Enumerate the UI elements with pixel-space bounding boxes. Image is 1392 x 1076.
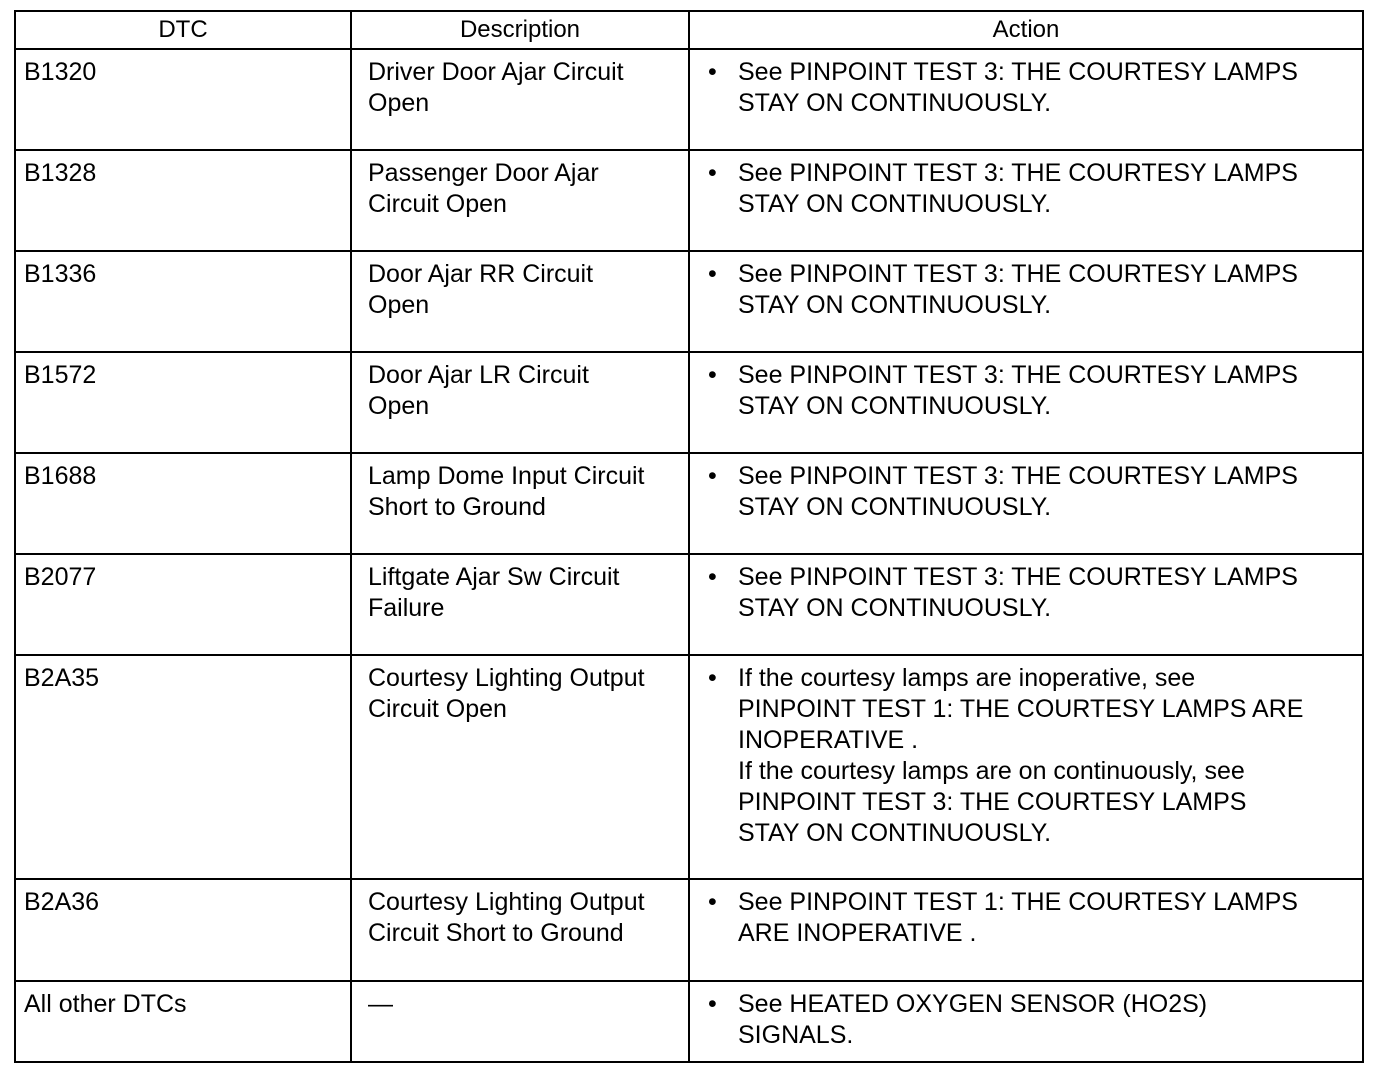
dtc-code: B2A35 [15, 655, 351, 879]
action-line: PINPOINT TEST 3: THE COURTESY LAMPS [738, 788, 1247, 816]
description-line: Lamp Dome Input Circuit [368, 462, 645, 490]
dtc-description [351, 981, 689, 1062]
dtc-description [351, 352, 689, 453]
action-line: • See PINPOINT TEST 1: THE COURTESY LAMPS [738, 888, 1298, 916]
table-row [15, 251, 1363, 352]
action-line: • See PINPOINT TEST 3: THE COURTESY LAMPS [738, 260, 1298, 288]
description-line: Circuit Open [368, 695, 507, 723]
action-line: • See PINPOINT TEST 3: THE COURTESY LAMPS [738, 58, 1298, 86]
action-line: STAY ON CONTINUOUSLY. [738, 190, 1052, 218]
description-line: Courtesy Lighting Output [368, 888, 645, 916]
dtc-description [351, 554, 689, 655]
dtc-description [351, 49, 689, 150]
action-bullet [706, 158, 1356, 220]
action-line: • See PINPOINT TEST 3: THE COURTESY LAMPS [738, 361, 1298, 389]
description-line: Circuit Open [368, 190, 507, 218]
header-row [15, 11, 1363, 49]
action-bullet [706, 887, 1356, 949]
action-line: • See PINPOINT TEST 3: THE COURTESY LAMPS [738, 462, 1298, 490]
dtc-action [689, 655, 1363, 879]
dtc-description [351, 251, 689, 352]
description-line: Open [368, 392, 430, 420]
description-line: Door Ajar LR Circuit [368, 361, 589, 389]
dtc-code: B1572 [15, 352, 351, 453]
description-line: Open [368, 89, 430, 117]
action-bullet [706, 57, 1356, 119]
dtc-code: B1688 [15, 453, 351, 554]
dtc-action [689, 49, 1363, 150]
action-bullet [706, 360, 1356, 422]
dtc-action [689, 150, 1363, 251]
dtc-code: B1336 [15, 251, 351, 352]
table-row [15, 879, 1363, 981]
action-bullet [706, 562, 1356, 624]
action-bullet [706, 989, 1356, 1051]
dtc-code: B2077 [15, 554, 351, 655]
action-line: STAY ON CONTINUOUSLY. [738, 819, 1052, 847]
description-line: Passenger Door Ajar [368, 159, 599, 187]
dtc-description [351, 150, 689, 251]
description-line: Circuit Short to Ground [368, 919, 624, 947]
description-line: Failure [368, 594, 445, 622]
description-line: Liftgate Ajar Sw Circuit [368, 563, 620, 591]
dtc-action [689, 981, 1363, 1062]
action-line: STAY ON CONTINUOUSLY. [738, 392, 1052, 420]
action-line: SIGNALS. [738, 1021, 854, 1049]
table-row [15, 352, 1363, 453]
description-line: Courtesy Lighting Output [368, 664, 645, 692]
action-line: STAY ON CONTINUOUSLY. [738, 89, 1052, 117]
action-line: If the courtesy lamps are on continuously, see [738, 757, 1245, 785]
description-line: Driver Door Ajar Circuit [368, 58, 624, 86]
dtc-action [689, 879, 1363, 981]
action-line: ARE INOPERATIVE . [738, 919, 977, 947]
action-line: STAY ON CONTINUOUSLY. [738, 594, 1052, 622]
description-line: Open [368, 291, 430, 319]
action-line: STAY ON CONTINUOUSLY. [738, 493, 1052, 521]
table-row [15, 655, 1363, 879]
dtc-action [689, 453, 1363, 554]
action-bullet [706, 461, 1356, 523]
table-row [15, 453, 1363, 554]
dtc-table [14, 10, 1364, 1063]
table-row [15, 981, 1363, 1062]
dtc-action [689, 554, 1363, 655]
action-line: • If the courtesy lamps are inoperative, see [738, 664, 1196, 692]
table-row [15, 49, 1363, 150]
table-header [15, 11, 1363, 49]
action-line: STAY ON CONTINUOUSLY. [738, 291, 1052, 319]
dtc-action [689, 251, 1363, 352]
dtc-description [351, 879, 689, 981]
dtc-action [689, 352, 1363, 453]
table-row [15, 554, 1363, 655]
dtc-description [351, 453, 689, 554]
action-line: • See PINPOINT TEST 3: THE COURTESY LAMPS [738, 563, 1298, 591]
table-row [15, 150, 1363, 251]
action-bullet [706, 663, 1356, 849]
header-dtc: DTC [15, 11, 351, 49]
description-line: Short to Ground [368, 493, 546, 521]
action-line: • See HEATED OXYGEN SENSOR (HO2S) [738, 990, 1208, 1018]
dtc-code: B1320 [15, 49, 351, 150]
description-line: — [368, 990, 393, 1018]
header-description: Description [351, 11, 689, 49]
action-bullet [706, 259, 1356, 321]
description-line: Door Ajar RR Circuit [368, 260, 594, 288]
dtc-description [351, 655, 689, 879]
action-line: • See PINPOINT TEST 3: THE COURTESY LAMPS [738, 159, 1298, 187]
table-body [15, 49, 1363, 1062]
action-line: PINPOINT TEST 1: THE COURTESY LAMPS ARE [738, 695, 1304, 723]
action-line: INOPERATIVE . [738, 726, 919, 754]
dtc-code: B2A36 [15, 879, 351, 981]
dtc-code: All other DTCs [15, 981, 351, 1062]
dtc-code: B1328 [15, 150, 351, 251]
header-action: Action [689, 11, 1363, 49]
